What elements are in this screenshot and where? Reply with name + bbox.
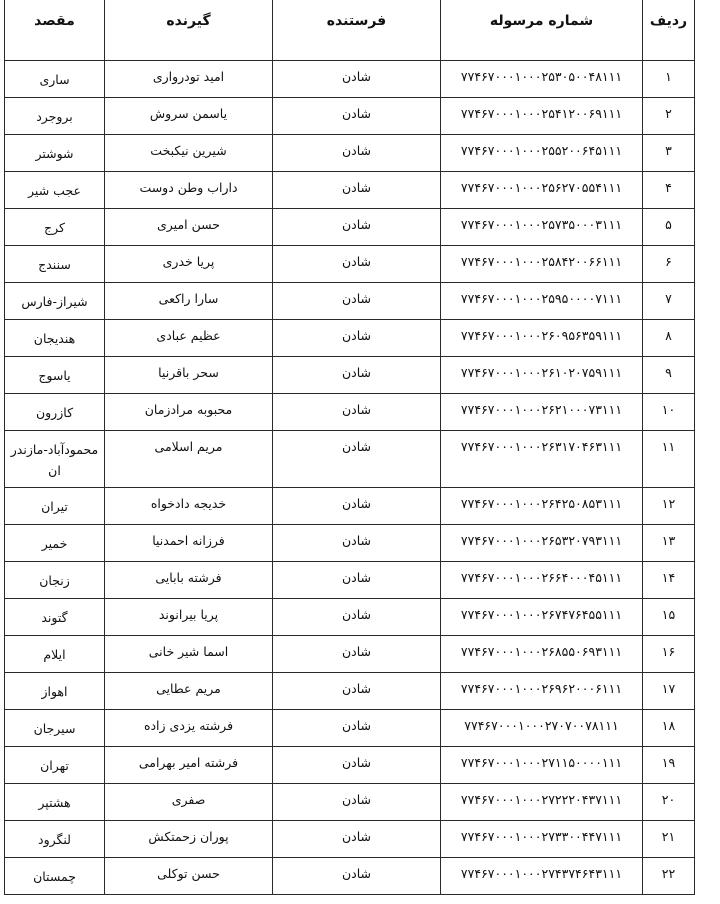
tracking-number: ۷۷۴۶۷۰۰۰۱۰۰۰۲۶۸۵۵۰۶۹۳۱۱۱: [441, 636, 643, 673]
destination-line-2: ان: [48, 463, 61, 478]
destination: هشتپر: [5, 784, 105, 821]
header-destination: مقصد: [5, 0, 105, 61]
destination: تهران: [5, 747, 105, 784]
tracking-number: ۷۷۴۶۷۰۰۰۱۰۰۰۲۶۹۶۲۰۰۰۶۱۱۱: [441, 673, 643, 710]
destination: ایلام: [5, 636, 105, 673]
table-row: [5, 283, 695, 320]
sender: شادن: [273, 61, 441, 98]
table-row: [5, 747, 695, 784]
recipient: یاسمن سروش: [105, 98, 273, 135]
table-row: [5, 172, 695, 209]
sender: شادن: [273, 858, 441, 895]
destination: کرج: [5, 209, 105, 246]
destination: گتوند: [5, 599, 105, 636]
row-number: ۱۱: [643, 431, 695, 488]
recipient: امید تودرواری: [105, 61, 273, 98]
tracking-number: ۷۷۴۶۷۰۰۰۱۰۰۰۲۵۵۲۰۰۶۴۵۱۱۱: [441, 135, 643, 172]
tracking-number: ۷۷۴۶۷۰۰۰۱۰۰۰۲۷۴۳۷۴۶۴۳۱۱۱: [441, 858, 643, 895]
row-number: ۱۲: [643, 488, 695, 525]
sender: شادن: [273, 98, 441, 135]
recipient: صفری: [105, 784, 273, 821]
row-number: ۹: [643, 357, 695, 394]
row-number: ۱۹: [643, 747, 695, 784]
destination: خمیر: [5, 525, 105, 562]
destination: بروجرد: [5, 98, 105, 135]
row-number: ۲: [643, 98, 695, 135]
row-number: ۴: [643, 172, 695, 209]
tracking-number: ۷۷۴۶۷۰۰۰۱۰۰۰۲۵۳۰۵۰۰۴۸۱۱۱: [441, 61, 643, 98]
table-row: [5, 320, 695, 357]
tracking-number: ۷۷۴۶۷۰۰۰۱۰۰۰۲۵۷۳۵۰۰۰۳۱۱۱: [441, 209, 643, 246]
sender: شادن: [273, 320, 441, 357]
table-header: [5, 0, 695, 61]
destination: عجب شیر: [5, 172, 105, 209]
tracking-number: ۷۷۴۶۷۰۰۰۱۰۰۰۲۵۹۵۰۰۰۰۷۱۱۱: [441, 283, 643, 320]
tracking-number: ۷۷۴۶۷۰۰۰۱۰۰۰۲۶۲۱۰۰۰۷۳۱۱۱: [441, 394, 643, 431]
tracking-number: ۷۷۴۶۷۰۰۰۱۰۰۰۲۵۶۲۷۰۵۵۴۱۱۱: [441, 172, 643, 209]
sender: شادن: [273, 394, 441, 431]
row-number: ۶: [643, 246, 695, 283]
table-row: [5, 431, 695, 488]
sender: شادن: [273, 821, 441, 858]
destination: کازرون: [5, 394, 105, 431]
header-tracking-number: شماره مرسوله: [441, 0, 643, 61]
sender: شادن: [273, 562, 441, 599]
table-row: [5, 784, 695, 821]
tracking-number: ۷۷۴۶۷۰۰۰۱۰۰۰۲۶۰۹۵۶۳۵۹۱۱۱: [441, 320, 643, 357]
recipient: سحر باقرنیا: [105, 357, 273, 394]
destination: چمستان: [5, 858, 105, 895]
sender: شادن: [273, 283, 441, 320]
sender: شادن: [273, 673, 441, 710]
sender: شادن: [273, 209, 441, 246]
recipient: فرزانه احمدنیا: [105, 525, 273, 562]
table-row: [5, 710, 695, 747]
table-row: [5, 246, 695, 283]
table-row: [5, 61, 695, 98]
recipient: محبوبه مرادزمان: [105, 394, 273, 431]
table-row: [5, 209, 695, 246]
sender: شادن: [273, 488, 441, 525]
tracking-number: ۷۷۴۶۷۰۰۰۱۰۰۰۲۷۳۳۰۰۴۴۷۱۱۱: [441, 821, 643, 858]
destination: هندیجان: [5, 320, 105, 357]
recipient: سارا راکعی: [105, 283, 273, 320]
row-number: ۲۰: [643, 784, 695, 821]
row-number: ۷: [643, 283, 695, 320]
table-row: [5, 821, 695, 858]
header-row-number: ردیف: [643, 0, 695, 61]
recipient: حسن توکلی: [105, 858, 273, 895]
row-number: ۸: [643, 320, 695, 357]
tracking-number: ۷۷۴۶۷۰۰۰۱۰۰۰۲۶۷۴۷۶۴۵۵۱۱۱: [441, 599, 643, 636]
destination: سنندج: [5, 246, 105, 283]
row-number: ۲۲: [643, 858, 695, 895]
tracking-number: ۷۷۴۶۷۰۰۰۱۰۰۰۲۷۲۲۲۰۴۳۷۱۱۱: [441, 784, 643, 821]
sender: شادن: [273, 599, 441, 636]
table-row: [5, 525, 695, 562]
recipient: اسما شیر خانی: [105, 636, 273, 673]
destination: ساری: [5, 61, 105, 98]
tracking-number: ۷۷۴۶۷۰۰۰۱۰۰۰۲۶۳۱۷۰۴۶۳۱۱۱: [441, 431, 643, 488]
sender: شادن: [273, 747, 441, 784]
table-body: [5, 61, 695, 895]
row-number: ۵: [643, 209, 695, 246]
sender: شادن: [273, 784, 441, 821]
row-number: ۲۱: [643, 821, 695, 858]
table-row: [5, 599, 695, 636]
row-number: ۱۶: [643, 636, 695, 673]
recipient: داراب وطن دوست: [105, 172, 273, 209]
destination: [5, 431, 105, 488]
table-row: [5, 135, 695, 172]
recipient: حسن امیری: [105, 209, 273, 246]
destination: لنگرود: [5, 821, 105, 858]
destination: شوشتر: [5, 135, 105, 172]
sender: شادن: [273, 172, 441, 209]
recipient: پریا بیرانوند: [105, 599, 273, 636]
row-number: ۱۸: [643, 710, 695, 747]
tracking-number: ۷۷۴۶۷۰۰۰۱۰۰۰۲۶۵۳۲۰۷۹۳۱۱۱: [441, 525, 643, 562]
destination: یاسوج: [5, 357, 105, 394]
table-row: [5, 394, 695, 431]
row-number: ۱۵: [643, 599, 695, 636]
recipient: شیرین نیکبخت: [105, 135, 273, 172]
recipient: فرشته یزدی زاده: [105, 710, 273, 747]
recipient: خدیجه دادخواه: [105, 488, 273, 525]
header-sender: فرستنده: [273, 0, 441, 61]
tracking-number: ۷۷۴۶۷۰۰۰۱۰۰۰۲۷۱۱۵۰۰۰۰۱۱۱: [441, 747, 643, 784]
sender: شادن: [273, 636, 441, 673]
row-number: ۳: [643, 135, 695, 172]
recipient: فرشته امیر بهرامی: [105, 747, 273, 784]
recipient: پریا خدری: [105, 246, 273, 283]
sender: شادن: [273, 710, 441, 747]
recipient: مریم اسلامی: [105, 431, 273, 488]
sender: شادن: [273, 135, 441, 172]
row-number: ۱: [643, 61, 695, 98]
tracking-number: ۷۷۴۶۷۰۰۰۱۰۰۰۲۵۸۴۲۰۰۶۶۱۱۱: [441, 246, 643, 283]
row-number: ۱۴: [643, 562, 695, 599]
header-row: [5, 0, 695, 61]
tracking-number: ۷۷۴۶۷۰۰۰۱۰۰۰۲۷۰۷۰۰۷۸۱۱۱: [441, 710, 643, 747]
table-row: [5, 488, 695, 525]
destination: شیراز-فارس: [5, 283, 105, 320]
table-row: [5, 673, 695, 710]
table-row: [5, 357, 695, 394]
sender: شادن: [273, 357, 441, 394]
row-number: ۱۰: [643, 394, 695, 431]
destination: تیران: [5, 488, 105, 525]
table-row: [5, 562, 695, 599]
destination: سیرجان: [5, 710, 105, 747]
table-row: [5, 858, 695, 895]
table-row: [5, 98, 695, 135]
recipient: مریم عطایی: [105, 673, 273, 710]
destination: اهواز: [5, 673, 105, 710]
recipient: عظیم عبادی: [105, 320, 273, 357]
destination-line-1: محمودآباد-مازندر: [10, 442, 99, 457]
tracking-number: ۷۷۴۶۷۰۰۰۱۰۰۰۲۵۴۱۲۰۰۶۹۱۱۱: [441, 98, 643, 135]
recipient: پوران زحمتکش: [105, 821, 273, 858]
sender: شادن: [273, 246, 441, 283]
row-number: ۱۳: [643, 525, 695, 562]
tracking-number: ۷۷۴۶۷۰۰۰۱۰۰۰۲۶۶۴۰۰۰۴۵۱۱۱: [441, 562, 643, 599]
row-number: ۱۷: [643, 673, 695, 710]
tracking-number: ۷۷۴۶۷۰۰۰۱۰۰۰۲۶۴۲۵۰۸۵۳۱۱۱: [441, 488, 643, 525]
shipments-table: [4, 0, 695, 895]
header-recipient: گیرنده: [105, 0, 273, 61]
table-row: [5, 636, 695, 673]
recipient: فرشته بابایی: [105, 562, 273, 599]
sender: شادن: [273, 431, 441, 488]
sender: شادن: [273, 525, 441, 562]
tracking-number: ۷۷۴۶۷۰۰۰۱۰۰۰۲۶۱۰۲۰۷۵۹۱۱۱: [441, 357, 643, 394]
destination: زنجان: [5, 562, 105, 599]
